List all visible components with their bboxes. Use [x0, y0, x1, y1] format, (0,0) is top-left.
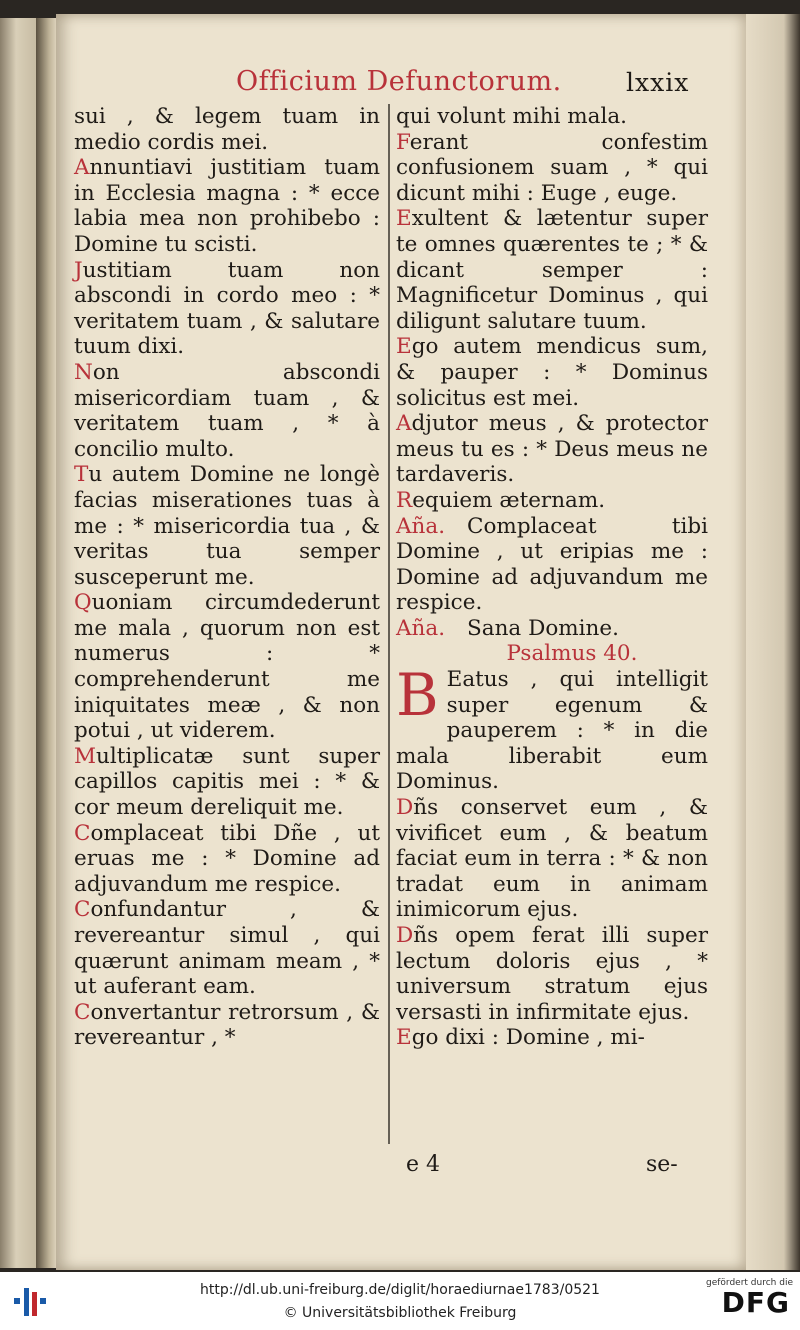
- antiphon-text: Complaceat tibi Domine , ut eripias me : Domine ad adjuvandum me respice.: [396, 513, 708, 616]
- verse-initial: M: [74, 743, 97, 769]
- signature-mark: e 4: [406, 1152, 441, 1177]
- verse: [396, 206, 708, 334]
- verse-text: ultiplicatæ sunt super capillos capitis mei : * & cor meum dereliquit me.: [74, 743, 380, 821]
- decorated-initial: B: [396, 661, 439, 730]
- verse-initial: T: [74, 462, 89, 488]
- antiphon: [396, 616, 708, 642]
- verse-text: ñs opem ferat illi super lectum doloris ejus , * universum stratum ejus versasti in infirmitate ejus.: [396, 923, 708, 1025]
- verse-text: on abscondi misericordiam tuam , & veritatem tuam , * à concilio multo.: [74, 359, 380, 462]
- verse: [74, 744, 380, 821]
- verse: [74, 258, 380, 360]
- verse: [74, 155, 380, 257]
- verse-initial: E: [396, 334, 412, 360]
- verse: [396, 1025, 708, 1051]
- verse: [396, 923, 708, 1025]
- edge-glyph: [2, 158, 14, 172]
- folio-number: lxxix: [626, 68, 690, 97]
- verse-text: ustitiam tuam non abscondi in cordo meo : * veritatem tuam , & salutare tuum dixi.: [74, 257, 380, 360]
- verse-initial: F: [396, 129, 410, 155]
- right-column: [396, 104, 708, 1051]
- verse-text: go autem mendicus sum, & pauper : * Dominus solicitus est mei.: [396, 334, 708, 411]
- verse-text: djutor meus , & protector meus tu es : * Deus meus ne tardaveris.: [396, 411, 708, 488]
- verse: [396, 104, 708, 130]
- running-head: [56, 62, 746, 102]
- verse-initial: E: [396, 206, 412, 232]
- book-gutter: [36, 18, 58, 1268]
- antiphon-label: Añа.: [396, 513, 446, 539]
- verse-text: ñs conservet eum , & vivificet eum , & beatum faciat eum in terra : * & non tradat eum in animam inimicorum ejus.: [396, 795, 708, 923]
- verse: [74, 897, 380, 999]
- verse-initial: C: [74, 897, 91, 923]
- verse-initial: N: [74, 359, 93, 385]
- verse-text: onfundantur , & revereantur simul , qui quærunt animam meam , * ut auferant eam.: [74, 897, 380, 1000]
- verse: [396, 795, 708, 923]
- left-column: [74, 104, 380, 1051]
- verse-initial: Q: [74, 590, 92, 616]
- verse-text: nnuntiavi justitiam tuam in Ecclesia magna : * ecce labia mea non prohibebo : Domine tu scisti.: [74, 155, 380, 257]
- verse-initial: E: [396, 1025, 412, 1051]
- catchline: [400, 1152, 700, 1180]
- verse: [74, 1000, 380, 1051]
- verse-initial: D: [396, 795, 414, 821]
- psalm-title: Psalmus 40.: [506, 641, 638, 667]
- verse-text: sui , & legem tuam in medio cordis mei.: [74, 104, 380, 155]
- verse-initial: R: [396, 487, 413, 513]
- verse-text: onvertantur retrorsum , & revereantur , *: [74, 999, 380, 1051]
- dfg-logo: DFG: [721, 1286, 790, 1319]
- antiphon-text: Sana Domine.: [467, 615, 619, 641]
- verse-text: Eatus , qui intelligit super egenum & pauperem : * in die mala liberabit eum Dominus.: [396, 667, 708, 795]
- verse-text: go dixi : Domine , mi-: [411, 1025, 645, 1051]
- permalink[interactable]: http://dl.ub.uni-freiburg.de/diglit/horaediurnae1783/0521: [200, 1282, 600, 1298]
- catchword: se-: [646, 1152, 678, 1177]
- verse: [396, 488, 708, 514]
- dfg-credit: [706, 1278, 793, 1326]
- verse-text: uoniam circumdederunt me mala , quorum non est numerus : * comprehenderunt me iniquitates meæ , & non potui , ut viderem.: [74, 590, 380, 744]
- antiphon: [396, 514, 708, 616]
- verse: [74, 104, 380, 155]
- verse-text: omplaceat tibi Dñe , ut eruas me : * Domine ad adjuvandum me respice.: [74, 820, 380, 897]
- page-right-margin: [746, 14, 800, 1270]
- verse-text: qui volunt mihi mala.: [396, 104, 628, 129]
- verse-text: erant confestim confusionem suam , * qui dicunt mihi : Euge , euge.: [396, 129, 708, 206]
- antiphon-label: Añа.: [396, 615, 446, 641]
- viewer-footer: [0, 1272, 800, 1330]
- verse: [396, 411, 708, 488]
- verse: [74, 590, 380, 744]
- verse-initial: C: [74, 999, 91, 1025]
- verse-text: u autem Domine ne longè facias miserationes tuas à me : * misericordia tua , & veritas tua semper susceperunt me.: [74, 462, 380, 590]
- verse: [396, 334, 708, 411]
- dfg-caption: gefördert durch die: [706, 1278, 793, 1288]
- verse-initial: J: [74, 257, 83, 283]
- previous-page-edge: [0, 18, 37, 1268]
- column-rule: [388, 104, 390, 1144]
- copyright-notice: © Universitätsbibliothek Freiburg: [283, 1305, 517, 1321]
- verse-initial: A: [74, 155, 90, 181]
- verse-initial: A: [396, 411, 412, 437]
- psalm-first-verse: [396, 661, 708, 795]
- verse: [396, 130, 708, 207]
- verse: [74, 821, 380, 898]
- verse-initial: C: [74, 820, 91, 846]
- verse: [74, 360, 380, 462]
- verse-initial: D: [396, 923, 414, 948]
- verse-text: xultent & lætentur super te omnes quærentes te ; * & dicant semper : Magnificetur Dominus , qui diligunt salutare tuum.: [396, 206, 708, 334]
- running-title: Officium Defunctorum.: [236, 66, 562, 97]
- verse: [74, 462, 380, 590]
- verse-text: equiem æternam.: [412, 487, 606, 513]
